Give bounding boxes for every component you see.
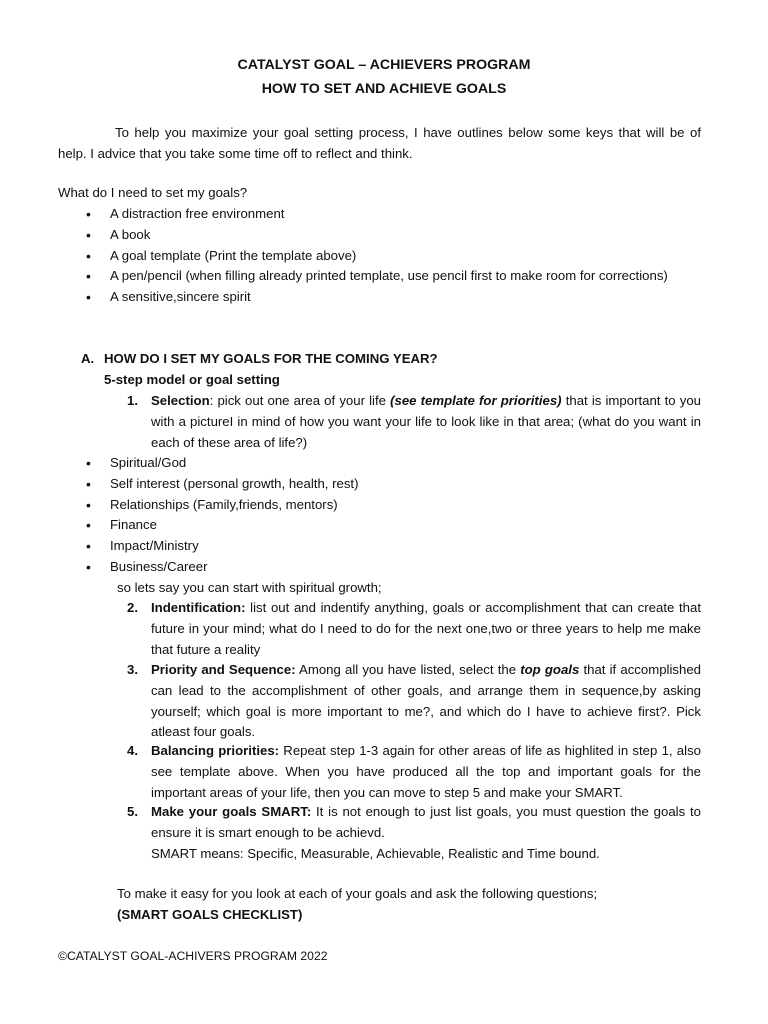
list-item: • A distraction free environment [86, 204, 701, 225]
step-title: Priority and Sequence: [151, 662, 296, 677]
step-title: Indentification: [151, 600, 246, 615]
list-item: • Impact/Ministry [86, 536, 701, 557]
step-title: Make your goals SMART: [151, 804, 312, 819]
step-text: : pick out one area of your life [209, 393, 391, 408]
step-4-text [151, 741, 701, 803]
step-number: 4. [127, 743, 138, 758]
step-emphasis: (see template for priorities) [390, 393, 562, 408]
list-item: • Business/Career [86, 557, 701, 578]
section-heading-text: HOW DO I SET MY GOALS FOR THE COMING YEAR? [104, 351, 438, 366]
step-number: 5. [127, 804, 138, 819]
needs-question: What do I need to set my goals? [58, 185, 248, 200]
section-label: A. [81, 351, 95, 366]
step-2-text [151, 598, 701, 660]
lets-say-line: so lets say you can start with spiritual growth; [117, 580, 382, 595]
step-title: Balancing priorities: [151, 743, 280, 758]
section-a-heading [81, 349, 438, 370]
step-emphasis: top goals [520, 662, 580, 677]
list-item: • A goal template (Print the template above) [86, 246, 701, 267]
step-1-text [151, 391, 701, 453]
section-subheading: 5-step model or goal setting [104, 372, 280, 387]
step-text: Among all you have listed, select the [295, 662, 521, 677]
intro-paragraph [58, 123, 701, 165]
list-item: • Relationships (Family,friends, mentors) [86, 495, 701, 516]
document-title: CATALYST GOAL – ACHIEVERS PROGRAM [237, 57, 531, 73]
step-text: It is not enough to just list goals, you must question the goals to ensure it is smart enough to be achievd. [151, 804, 701, 840]
smart-definition: SMART means: Specific, Measurable, Achievable, Realistic and Time bound. [151, 846, 600, 861]
step-number: 2. [127, 600, 138, 615]
step-text: list out and indentify anything, goals or accomplishment that can create that future in your mind; what do I need to do for the next one,two or three years to help me make that future a reality [151, 600, 701, 657]
step-text: that if accomplished can lead to the accomplishment of other goals, and arrange them in sequence,by asking yourself; which goal is more important to me?, and which do I have to achieve first?. Pick atleast four goals. [151, 662, 701, 740]
list-item: • Finance [86, 515, 701, 536]
document-subtitle: HOW TO SET AND ACHIEVE GOALS [261, 81, 507, 97]
step-number: 3. [127, 662, 138, 677]
list-item: • A book [86, 225, 701, 246]
list-item: • A pen/pencil (when filling already printed template, use pencil first to make room for corrections) [86, 266, 701, 287]
life-areas-list [86, 453, 701, 578]
step-title: Selection [151, 393, 210, 408]
step-3-text [151, 660, 701, 743]
list-item: • Spiritual/God [86, 453, 701, 474]
step-text: Repeat step 1-3 again for other areas of life as highlited in step 1, also see template above. When you have produced all the top and important goals for the important areas of your life, then you can move to step 5 and make your SMART. [151, 743, 701, 800]
needs-list [86, 204, 701, 308]
page-footer: ©CATALYST GOAL-ACHIVERS PROGRAM 2022 [58, 949, 328, 963]
closing-text: To make it easy for you look at each of your goals and ask the following questions; [117, 886, 598, 901]
step-number: 1. [127, 393, 138, 408]
checklist-heading: (SMART GOALS CHECKLIST) [117, 907, 303, 922]
list-item: • Self interest (personal growth, health, rest) [86, 474, 701, 495]
step-text: that is important to you with a pictureI in mind of how you want your life to look like in that area; (what do you want in each of these area of life?) [151, 393, 702, 450]
list-item: • A sensitive,sincere spirit [86, 287, 701, 308]
intro-text: To help you maximize your goal setting process, I have outlines below some keys that will be of help. I advice that you take some time off to reflect and think. [58, 125, 701, 161]
step-5-text [151, 802, 701, 844]
